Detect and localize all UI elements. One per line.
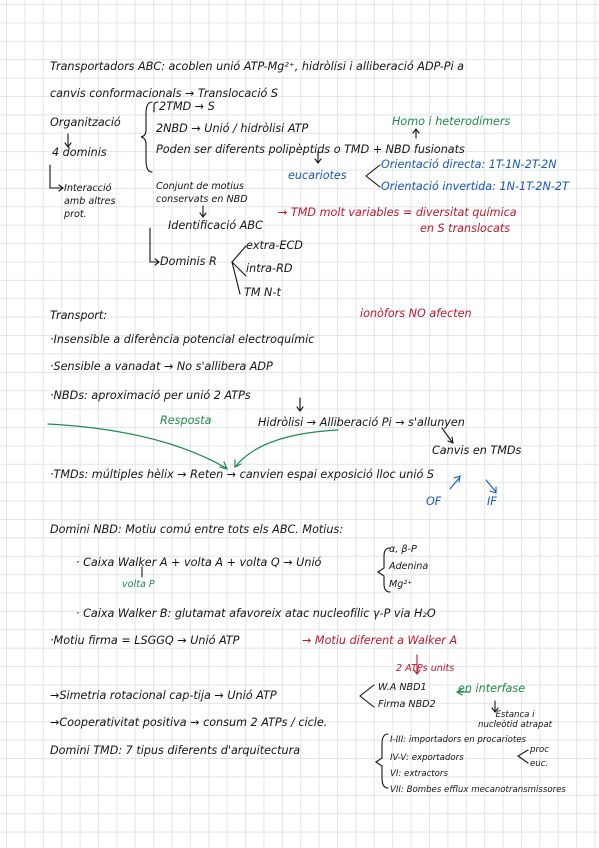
interaction-note: Interacció amb altres prot. <box>64 183 116 220</box>
four-domains-label: 4 dominis <box>52 146 107 159</box>
transport-item-insensitive: ·Insensible a diferència potencial electroquímic <box>50 333 315 346</box>
nbd-line: 2NBD → Unió / hidròlisi ATP <box>156 122 309 135</box>
r-domains-label: Dominis R <box>160 255 217 268</box>
polypeptides-line: Poden ser diferents polipèptids o TMD + NBD fusionats <box>156 143 465 156</box>
tmd-type-efflux-pumps: VII: Bombes efflux mecanotransmissores <box>390 785 566 795</box>
volta-p-note: volta P <box>122 579 155 590</box>
transport-title: Transport: <box>50 309 108 322</box>
tmd-type-importers: I-III: importadors en procariotes <box>390 735 526 745</box>
tmd-changes-note: Canvis en TMDs <box>432 444 522 457</box>
orientation-direct: Orientació directa: 1T-1N-2T-2N <box>381 158 557 171</box>
if-label: IF <box>487 495 497 508</box>
signature-motif-line: ·Motiu firma = LSGGQ → Unió ATP <box>50 634 240 647</box>
abc-definition-line-2: canvis conformacionals → Translocació S <box>50 87 278 100</box>
of-label: OF <box>426 495 442 508</box>
tmd-variable-note: → TMD molt variables = diversitat química <box>278 206 517 219</box>
transport-item-nbds: ·NBDs: aproximació per unió 2 ATPs <box>50 389 251 402</box>
transport-item-tmds: ·TMDs: múltiples hèlix → Reten → canvien espai exposició lloc unió S <box>50 468 434 481</box>
walker-a-alpha-beta: α, β-P <box>389 544 417 555</box>
organization-label: Organització <box>50 116 121 129</box>
walker-a-line: · Caixa Walker A + volta A + volta Q → Unió <box>76 556 322 569</box>
tmd-type-exporters: IV-V: exportadors <box>390 753 464 763</box>
tmd-type-extractors: VI: extractors <box>390 769 448 779</box>
trapped-nucleotide-note: Estanca i nucleòtid atrapat <box>478 710 553 730</box>
signature-motif-diff: → Motiu diferent a Walker A <box>302 634 458 647</box>
rotational-symmetry-line: →Simetria rotacional cap-tija → Unió ATP <box>50 689 277 702</box>
transport-item-vanadate: ·Sensible a vanadat → No s'allibera ADP <box>50 360 273 373</box>
r-domain-intra: intra-RD <box>246 262 293 275</box>
nbd-domain-title: Domini NBD: Motiu comú entre tots els ABC. Motius: <box>50 523 344 536</box>
eucariotes-label: eucariotes <box>288 169 347 182</box>
hydrolysis-line: Hidròlisi → Alliberació Pi → s'allunyen <box>258 416 465 429</box>
ionophores-note: ionòfors NO afecten <box>360 307 472 320</box>
two-atps-note: 2 ATPs units <box>396 663 455 674</box>
tmd-variable-note-2: en S translocats <box>420 222 511 235</box>
homo-heterodimers-note: Homo i heterodímers <box>392 115 511 128</box>
abc-definition-line-1: Transportadors ABC: acoblen unió ATP-Mg²⁺, hidròlisi i alliberació ADP-Pi a <box>50 60 465 73</box>
walker-a-mg: Mg²⁺ <box>389 579 413 590</box>
response-label: Resposta <box>160 414 212 427</box>
prokaryote-label: proc <box>530 745 549 755</box>
positive-cooperativity-line: →Cooperativitat positiva → consum 2 ATPs / cicle. <box>50 716 328 729</box>
tmd-domain-title: Domini TMD: 7 tipus diferents d'arquitectura <box>50 744 301 757</box>
orientation-inverted: Orientació invertida: 1N-1T-2N-2T <box>381 180 569 193</box>
walker-a-nbd1: W.A NBD1 <box>378 682 427 693</box>
walker-b-line: · Caixa Walker B: glutamat afavoreix atac nucleofílic γ-P via H₂O <box>76 607 436 620</box>
interface-note: en interfase <box>458 682 526 695</box>
eukaryote-label: euc. <box>530 759 549 769</box>
conserved-motifs-note: Conjunt de motius conservats en NBD <box>156 181 248 205</box>
tmd-line: 2TMD → S <box>159 100 215 113</box>
abc-identification: Identificació ABC <box>168 219 263 232</box>
walker-a-adenine: Adenina <box>389 561 429 572</box>
r-domain-tm: TM N-t <box>244 286 281 299</box>
signature-nbd2: Firma NBD2 <box>378 699 436 710</box>
r-domain-extra: extra-ECD <box>246 239 303 252</box>
